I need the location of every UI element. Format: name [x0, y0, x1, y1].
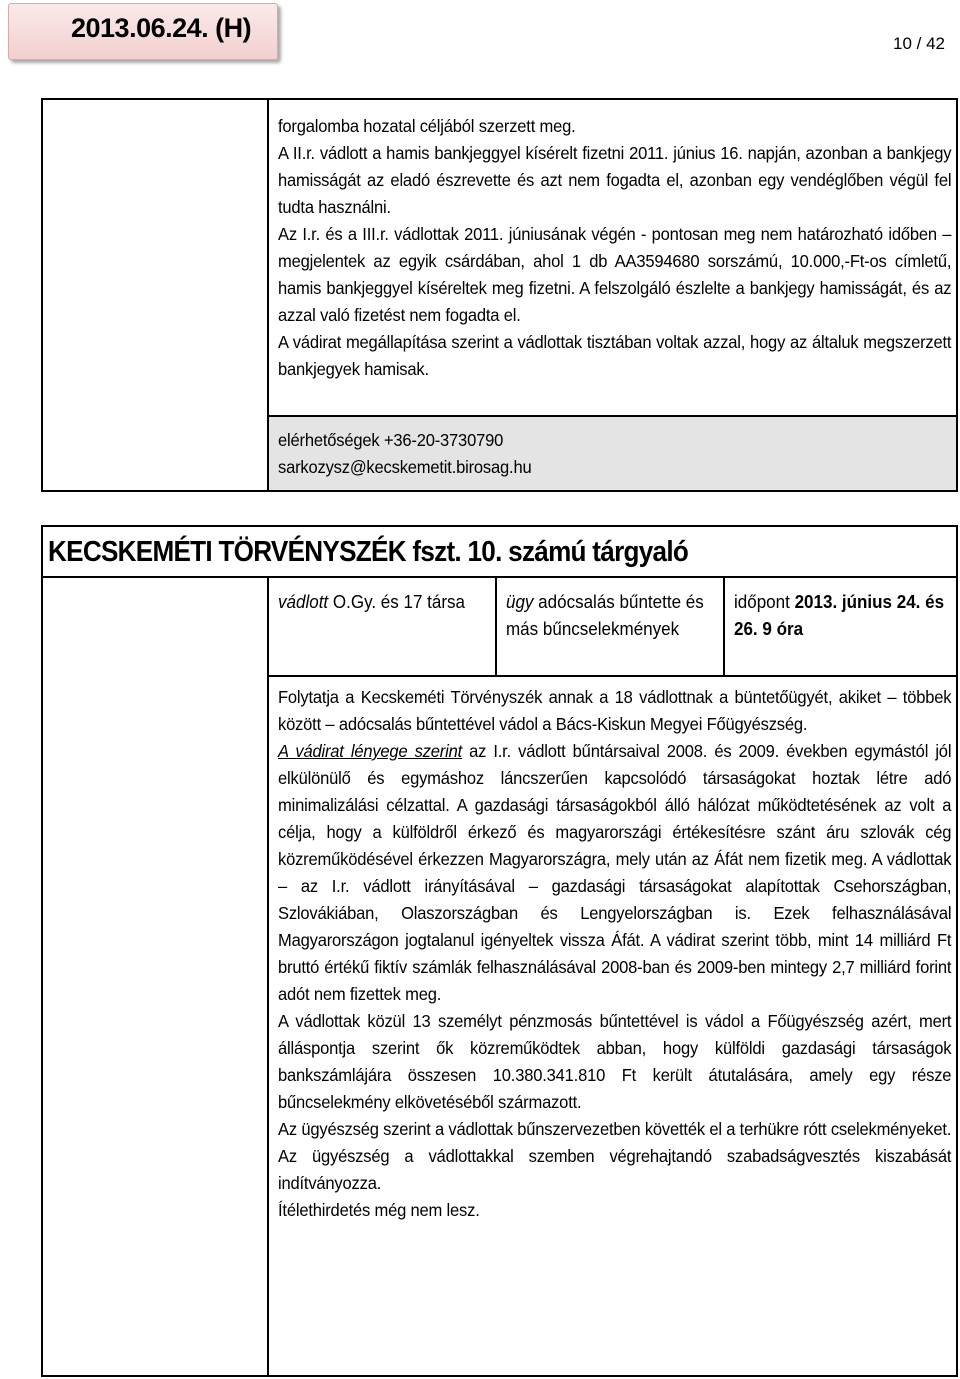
case1-column-divider — [267, 98, 269, 492]
case2-paragraph: Az ügyészség szerint a vádlottak bűnszervezetben követték el a terhükre rótt cselekményeket. — [278, 1119, 952, 1139]
case1-description — [278, 113, 951, 383]
case1-paragraph: forgalomba hozatal céljából szerzett meg. — [278, 116, 576, 136]
time-value: 2013. június 24. és 26. 9 óra — [734, 591, 945, 639]
case-label: ügy — [506, 591, 534, 612]
case1-row-divider — [267, 415, 958, 417]
contact-phone: elérhetőségek +36-20-3730790 — [278, 430, 504, 450]
case2-info-divider-2 — [723, 576, 725, 677]
essence-text: az I.r. vádlott bűntársaival 2008. és 2009. években egymástól jól elkülönülő és egymáshoz láncszerűen kapcsolódó társaságokat hoztak létre adó minimalizálási célzattal. A gazdasági társaságokból álló hálózat működtetésének az volt a célja, hogy a külföldről érkező és magyarországi értékesítésre szánt áru szlovák cég közreműködésével érkezzen Magyarországra, mely után az Áfát nem fizetik meg. A vádlottak – az I.r. vádlott irányításával – gazdasági társaságokat alapítottak Csehországban, Szlovákiában, Olaszországban és Lengyelországban is. Ezek felhasználásával Magyarországon jogtalanul igényeltek vissza Áfát. A vádirat szerint több, mint 14 milliárd Ft bruttó értékű fiktív számlák felhasználásával 2008-ban és 2009-ben mintegy 2,7 milliárd forint adót nem fizettek meg. — [278, 741, 952, 1004]
case2-paragraph: A vádlottak közül 13 személyt pénzmosás bűntettével is vádol a Főügyészség azért, mert álláspontja szerint ők közreműködtek abban, hogy külföldi gazdasági társaságok bankszámlájára összesen 10.380.341.810 Ft került átutalására, amely egy része bűncselekmény elkövetéséből származott. — [278, 1011, 952, 1112]
case2-intro: Folytatja a Kecskeméti Törvényszék annak a 18 vádlottnak a büntetőügyét, akiket – többek között – adócsalás bűntettével vádol a Bács-Kiskun Megyei Főügyészség. — [278, 687, 952, 734]
case2-paragraph: Az ügyészség a vádlottakkal szemben végrehajtandó szabadságvesztés kiszabását indítványozza. — [278, 1146, 952, 1193]
contact-email: sarkozysz@kecskemetit.birosag.hu — [278, 457, 532, 477]
time-label: időpont — [734, 591, 790, 612]
date-label: 2013.06.24. (H) — [71, 13, 252, 43]
defendant-value: O.Gy. és 17 társa — [332, 591, 466, 612]
time-cell — [734, 588, 950, 642]
case2-info-row-divider — [267, 675, 958, 677]
case1-paragraph: A II.r. vádlott a hamis bankjeggyel kísérelt fizetni 2011. június 16. napján, azonban a bankjegy hamisságát az eladó észrevette és azt nem fogadta el, azonban egy vendéglőben végül fel tudta használni. — [278, 143, 952, 217]
date-badge — [8, 3, 278, 60]
case1-contact — [278, 427, 951, 481]
case2-column-divider — [267, 576, 269, 1377]
essence-label: A vádirat lényege szerint — [278, 741, 462, 761]
case-value: adócsalás bűntette és más bűncselekmények — [506, 591, 704, 639]
case2-info-divider-1 — [495, 576, 497, 677]
courtroom-heading: KECSKEMÉTI TÖRVÉNYSZÉK fszt. 10. számú tárgyaló — [48, 536, 689, 568]
case1-paragraph: Az I.r. és a III.r. vádlottak 2011. júniusának végén - pontosan meg nem határozható időben – megjelentek az egyik csárdában, ahol 1 db AA3594680 sorszámú, 10.000,-Ft-os címletű, hamis bankjeggyel kíséreltek meg fizetni. A felszolgáló észlelte a bankjegy hamisságát, és az azzal való fizetést nem fogadta el. — [278, 224, 952, 325]
case-cell — [506, 588, 713, 642]
case2-paragraph: Ítélethirdetés még nem lesz. — [278, 1200, 480, 1220]
case2-essence — [278, 738, 951, 1008]
defendant-label: vádlott — [278, 591, 329, 612]
case1-paragraph: A vádirat megállapítása szerint a vádlottak tisztában voltak azzal, hogy az általuk megszerzett bankjegyek hamisak. — [278, 332, 952, 379]
case2-heading-divider — [41, 576, 958, 578]
page-number: 10 / 42 — [893, 34, 945, 53]
case2-description — [278, 684, 951, 1224]
defendant-cell — [278, 588, 485, 615]
